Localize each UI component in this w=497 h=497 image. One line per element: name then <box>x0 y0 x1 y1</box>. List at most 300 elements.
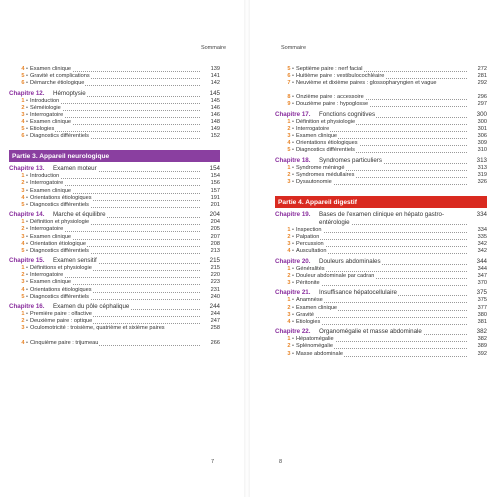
toc-list <box>275 297 487 325</box>
chapter-heading[interactable] <box>275 157 487 165</box>
bullet-icon: • <box>290 179 294 186</box>
chapter-heading[interactable] <box>9 257 220 265</box>
entry-number <box>275 172 296 179</box>
chapter-title <box>319 328 467 336</box>
entry-page: 204 <box>210 219 220 226</box>
entry-label-text: Première paire : olfactive <box>30 311 92 318</box>
bullet-icon: • <box>290 126 294 133</box>
entry-number <box>275 305 296 312</box>
entry-page: 310 <box>477 147 487 154</box>
entry-number-value: 2 <box>287 233 291 240</box>
toc-entry[interactable] <box>275 179 487 186</box>
toc-entry[interactable] <box>9 248 220 255</box>
entry-number-value: 1 <box>287 119 291 126</box>
entry-label <box>30 73 200 80</box>
bullet-icon: • <box>24 111 28 118</box>
part-banner[interactable]: Partie 3. Appareil neurologique <box>9 150 220 162</box>
entry-label-text: Définitions et physiologie <box>30 265 92 272</box>
toc-list <box>9 66 220 87</box>
entry-label-text: Examen clinique <box>30 119 72 126</box>
chapter-heading[interactable] <box>275 289 487 297</box>
entry-page: 334 <box>477 226 487 233</box>
bullet-icon: • <box>24 201 28 208</box>
toc-entry[interactable] <box>9 202 220 209</box>
toc-entry[interactable] <box>9 272 220 279</box>
toc-entry[interactable] <box>9 66 220 73</box>
bullet-icon: • <box>24 265 28 272</box>
page-number: 8 <box>279 459 283 465</box>
entry-page: 382 <box>477 336 487 343</box>
bullet-icon: • <box>24 187 28 194</box>
entry-label-text: Douleur abdominale par cadran <box>296 272 375 279</box>
toc-entry[interactable] <box>275 234 487 241</box>
toc-entry[interactable] <box>9 73 220 80</box>
entry-label <box>30 112 200 119</box>
running-head: Sommaire <box>281 45 307 51</box>
chapter-heading[interactable] <box>275 111 487 119</box>
bullet-icon: • <box>24 80 28 87</box>
toc-entry[interactable] <box>275 266 487 273</box>
bullet-icon: • <box>290 265 294 272</box>
entry-label-text: Cinquième paire : trijumeau <box>30 339 99 346</box>
entry-page: 146 <box>210 104 220 111</box>
bullet-icon: • <box>290 133 294 140</box>
entry-number <box>275 241 296 248</box>
entry-label <box>30 195 200 202</box>
entry-number <box>9 195 30 202</box>
entry-number-value: 4 <box>287 248 291 255</box>
entry-page: 146 <box>210 111 220 118</box>
toc-entry[interactable] <box>275 66 487 73</box>
entry-label-text: Examen clinique <box>296 133 338 140</box>
toc-entry[interactable] <box>9 119 220 126</box>
entry-label <box>30 279 200 286</box>
entry-number-value: 2 <box>287 304 291 311</box>
toc-entry[interactable] <box>275 165 487 172</box>
entry-label-text: Septième paire : nerf facial <box>296 66 363 72</box>
entry-number-value: 5 <box>287 66 291 72</box>
entry-page: 266 <box>210 339 220 346</box>
toc-entry[interactable] <box>9 133 220 140</box>
bullet-icon: • <box>24 272 28 279</box>
toc-entry[interactable] <box>275 336 487 343</box>
entry-label-text: Auscultation <box>296 248 327 255</box>
chapter-title <box>53 90 200 98</box>
entry-number <box>275 351 296 358</box>
toc-entry[interactable] <box>9 112 220 119</box>
chapter-title-text: Examen du pôle céphalique <box>53 303 130 311</box>
entry-page: 145 <box>210 97 220 104</box>
chapter-title-text: Syndromes particuliers <box>319 157 382 165</box>
chapter-heading[interactable] <box>275 328 487 336</box>
chapter-title <box>53 303 200 311</box>
chapter-title <box>53 211 200 219</box>
entry-page: 201 <box>210 201 220 208</box>
toc-list <box>9 219 220 254</box>
chapter-heading[interactable] <box>275 211 487 227</box>
chapter-heading[interactable] <box>9 211 220 219</box>
entry-number <box>275 133 296 140</box>
toc-entry[interactable] <box>9 265 220 272</box>
entry-label-text: Gravité et complications <box>30 73 90 80</box>
entry-number <box>9 241 30 248</box>
toc-entry[interactable] <box>9 173 220 180</box>
toc-entry[interactable] <box>9 195 220 202</box>
entry-page: 380 <box>477 311 487 318</box>
toc-entry[interactable] <box>9 188 220 195</box>
entry-label-text: Interrogatoire <box>30 111 64 118</box>
toc-entry[interactable] <box>275 319 487 326</box>
entry-number <box>275 266 296 273</box>
entry-page: 247 <box>210 318 220 325</box>
chapter-label: Chapitre 22. <box>275 328 311 336</box>
entry-label <box>296 73 467 80</box>
toc-entry[interactable] <box>275 273 487 280</box>
entry-label-text: Définition et physiologie <box>296 119 356 126</box>
entry-number-value: 5 <box>287 147 291 154</box>
entry-number <box>275 312 296 319</box>
entry-number-value: 4 <box>21 240 25 247</box>
toc-entry[interactable] <box>275 101 487 108</box>
toc-entry[interactable] <box>275 80 487 94</box>
toc-entry[interactable] <box>275 248 487 255</box>
entry-number-value: 1 <box>21 173 25 180</box>
entry-page: 335 <box>477 233 487 240</box>
bullet-icon: • <box>290 73 294 80</box>
entry-label-text: Neuvième et dixième paires : glossopharyngien et vague <box>296 80 437 87</box>
toc-entry[interactable] <box>9 340 220 347</box>
entry-label <box>296 343 467 350</box>
entry-label-text: Introduction <box>30 97 60 104</box>
entry-number <box>9 287 30 294</box>
entry-number-value: 1 <box>21 97 25 104</box>
entry-number-value: 1 <box>287 336 291 343</box>
entry-number-value: 2 <box>287 272 291 279</box>
entry-label-text: Gravité <box>296 311 315 318</box>
entry-page: 326 <box>477 179 487 186</box>
entry-number-value: 4 <box>21 119 25 126</box>
chapter-title-text: Marche et équilibre <box>53 211 106 219</box>
entry-number-value: 1 <box>21 265 25 272</box>
entry-page: 389 <box>477 343 487 350</box>
bullet-icon: • <box>24 194 28 201</box>
entry-label-text: Interrogatoire <box>30 180 64 187</box>
entry-page: 281 <box>477 73 487 80</box>
entry-number-value: 4 <box>287 140 291 147</box>
entry-page: 272 <box>477 66 487 72</box>
entry-label <box>296 101 467 108</box>
toc-entry[interactable] <box>9 279 220 286</box>
toc-list <box>9 173 220 208</box>
entry-label-text: Orientation étiologique <box>30 240 86 247</box>
bullet-icon: • <box>290 226 294 233</box>
bullet-icon: • <box>24 66 28 72</box>
entry-number-value: 2 <box>287 172 291 179</box>
toc-entry[interactable] <box>275 94 487 101</box>
toc-entry[interactable] <box>275 343 487 350</box>
chapter-label: Chapitre 14. <box>9 211 45 219</box>
entry-number-value: 1 <box>21 219 25 226</box>
entry-page: 207 <box>210 233 220 240</box>
entry-label <box>30 340 200 347</box>
entry-number-value: 3 <box>21 111 25 118</box>
bullet-icon: • <box>290 272 294 279</box>
running-head: Sommaire <box>200 45 226 51</box>
entry-label-text: Deuxième paire : optique <box>30 318 93 325</box>
toc-entry[interactable] <box>275 172 487 179</box>
entry-number-value: 3 <box>287 241 291 247</box>
chapter-page: 334 <box>476 211 487 219</box>
entry-label <box>296 297 467 304</box>
chapter-label: Chapitre 17. <box>275 111 311 119</box>
entry-number <box>9 219 30 226</box>
entry-page: 141 <box>210 73 220 80</box>
bullet-icon: • <box>290 165 294 172</box>
entry-label <box>30 287 200 294</box>
book-gutter <box>244 0 250 497</box>
entry-label <box>30 66 200 73</box>
toc-list <box>9 98 220 141</box>
chapter-heading[interactable] <box>275 258 487 266</box>
entry-label <box>30 180 200 187</box>
entry-number <box>9 272 30 279</box>
toc-entry[interactable] <box>275 126 487 133</box>
bullet-icon: • <box>290 80 294 87</box>
entry-number <box>275 94 296 101</box>
entry-label <box>296 227 467 234</box>
chapter-title-text: Fonctions cognitives <box>319 111 376 119</box>
toc-entry[interactable] <box>275 241 487 248</box>
entry-number-value: 2 <box>287 126 291 133</box>
entry-label <box>296 147 467 154</box>
entry-label-text: Anamnèse <box>296 297 323 304</box>
chapter-label: Chapitre 16. <box>9 303 45 311</box>
part-banner[interactable]: Partie 4. Appareil digestif <box>275 196 487 208</box>
chapter-title-text: Hémoptysie <box>53 89 86 97</box>
bullet-icon: • <box>24 293 28 300</box>
chapter-page: 154 <box>209 165 220 173</box>
entry-number <box>275 336 296 343</box>
toc-entry[interactable] <box>275 280 487 287</box>
entry-label <box>296 165 467 172</box>
entry-page: 319 <box>477 172 487 179</box>
entry-page: 156 <box>210 180 220 187</box>
chapter-page: 300 <box>476 111 487 119</box>
entry-number <box>275 147 296 154</box>
bullet-icon: • <box>290 279 294 286</box>
toc-entry[interactable] <box>9 325 220 339</box>
right-page <box>253 0 493 497</box>
bullet-icon: • <box>24 104 28 111</box>
chapter-heading[interactable] <box>9 303 220 311</box>
entry-number-value: 3 <box>21 325 25 332</box>
entry-label-text: Splénomégalie <box>296 343 334 350</box>
toc-list <box>9 265 220 300</box>
entry-label <box>30 272 200 279</box>
chapter-title <box>53 257 200 265</box>
entry-label <box>296 312 467 319</box>
entry-label <box>296 280 467 287</box>
toc-entry[interactable] <box>275 305 487 312</box>
toc-entry[interactable] <box>9 98 220 105</box>
entry-page: 215 <box>210 265 220 272</box>
toc-entry[interactable] <box>9 126 220 133</box>
toc-entry[interactable] <box>9 287 220 294</box>
entry-label <box>30 133 200 140</box>
chapter-label: Chapitre 18. <box>275 157 311 165</box>
entry-page: 142 <box>210 80 220 87</box>
entry-label-text: Interrogatoire <box>30 272 64 279</box>
bullet-icon: • <box>290 233 294 240</box>
entry-number-value: 6 <box>287 73 291 80</box>
entry-number-value: 3 <box>287 311 291 318</box>
toc-entry[interactable] <box>275 119 487 126</box>
entry-page: 300 <box>477 119 487 126</box>
entry-page: 148 <box>210 119 220 126</box>
toc-entry[interactable] <box>9 105 220 112</box>
toc-left <box>9 66 220 347</box>
toc-entry[interactable] <box>275 140 487 147</box>
entry-label-text: Péritonite <box>296 279 320 286</box>
entry-number-value: 7 <box>287 80 291 87</box>
entry-number-value: 6 <box>21 133 25 140</box>
bullet-icon: • <box>24 226 28 233</box>
entry-number <box>9 66 30 73</box>
bullet-icon: • <box>24 318 28 325</box>
entry-number <box>9 80 30 87</box>
chapter-title-text: Insuffisance hépatocellulaire <box>319 289 397 297</box>
toc-entry[interactable] <box>275 227 487 234</box>
entry-number <box>9 133 30 140</box>
chapter-title <box>319 258 467 266</box>
entry-number <box>275 140 296 147</box>
toc-entry[interactable] <box>275 297 487 304</box>
entry-label-text: Introduction <box>30 173 60 180</box>
entry-label <box>296 305 467 312</box>
entry-label <box>296 119 467 126</box>
chapter-title-text: Douleurs abdominales <box>319 257 381 265</box>
bullet-icon: • <box>290 241 294 247</box>
entry-label-text: Démarche étiologique <box>30 80 85 87</box>
entry-label-text: Oculomotricité : troisième, quatrième et sixième paires <box>30 325 165 332</box>
entry-number-value: 1 <box>287 297 291 304</box>
entry-number <box>9 112 30 119</box>
entry-label <box>296 351 467 358</box>
entry-page: 313 <box>477 165 487 172</box>
entry-label <box>296 80 467 87</box>
bullet-icon: • <box>290 66 294 72</box>
toc-entry[interactable] <box>9 294 220 301</box>
entry-label <box>30 248 200 255</box>
chapter-heading[interactable] <box>9 90 220 98</box>
toc-entry[interactable] <box>275 133 487 140</box>
chapter-page: 215 <box>209 257 220 265</box>
entry-label-text: Hépatomégalie <box>296 336 334 343</box>
toc-entry[interactable] <box>275 312 487 319</box>
bullet-icon: • <box>24 233 28 240</box>
entry-number <box>275 126 296 133</box>
entry-number-value: 4 <box>21 339 25 346</box>
toc-entry[interactable] <box>275 351 487 358</box>
entry-number <box>9 188 30 195</box>
entry-label <box>30 105 200 112</box>
chapter-title-text: Organomégalie et masse abdominale <box>319 328 422 336</box>
toc-list <box>275 119 487 154</box>
bullet-icon: • <box>24 219 28 226</box>
entry-number <box>275 66 296 73</box>
toc-list <box>9 311 220 346</box>
entry-number-value: 1 <box>287 226 291 233</box>
toc-entry[interactable] <box>9 241 220 248</box>
entry-label-text: Étiologies <box>296 318 321 325</box>
entry-number-value: 3 <box>287 350 291 357</box>
entry-label <box>296 172 467 179</box>
toc-entry[interactable] <box>9 311 220 318</box>
entry-page: 220 <box>210 272 220 279</box>
bullet-icon: • <box>290 119 294 126</box>
entry-label-text: Orientations étiologiques <box>296 140 358 147</box>
entry-label-text: Interrogatoire <box>30 226 64 233</box>
chapter-label: Chapitre 13. <box>9 165 45 173</box>
entry-label <box>30 98 200 105</box>
toc-entry[interactable] <box>9 219 220 226</box>
toc-entry[interactable] <box>275 147 487 154</box>
entry-label-text: Orientations étiologiques <box>30 194 92 201</box>
toc-entry[interactable] <box>9 226 220 233</box>
entry-label <box>30 294 200 301</box>
entry-page: 208 <box>210 240 220 247</box>
entry-number-value: 5 <box>21 126 25 133</box>
bullet-icon: • <box>290 350 294 357</box>
entry-number <box>275 179 296 186</box>
entry-number-value: 2 <box>21 226 25 233</box>
chapter-title-text: Examen sensitif <box>53 257 97 265</box>
entry-number-value: 2 <box>287 343 291 350</box>
entry-number-value: 1 <box>287 165 291 172</box>
entry-number <box>9 325 30 332</box>
toc-entry[interactable] <box>9 318 220 325</box>
toc-entry[interactable] <box>275 73 487 80</box>
toc-entry[interactable] <box>9 180 220 187</box>
toc-entry[interactable] <box>9 234 220 241</box>
entry-label <box>30 234 200 241</box>
chapter-label: Chapitre 19. <box>275 211 311 219</box>
entry-number <box>275 73 296 80</box>
entry-page: 392 <box>477 350 487 357</box>
entry-number <box>9 105 30 112</box>
bullet-icon: • <box>24 119 28 126</box>
entry-number-value: 4 <box>21 66 25 72</box>
entry-label-text: Examen clinique <box>30 279 72 286</box>
entry-number <box>9 311 30 318</box>
entry-label <box>30 325 200 332</box>
entry-label <box>296 248 467 255</box>
toc-entry[interactable] <box>9 80 220 87</box>
bullet-icon: • <box>24 279 28 286</box>
entry-label <box>30 311 200 318</box>
bullet-icon: • <box>24 133 28 140</box>
bullet-icon: • <box>290 311 294 318</box>
chapter-heading[interactable] <box>9 165 220 173</box>
entry-label <box>296 179 467 186</box>
entry-label <box>30 318 200 325</box>
entry-page: 258 <box>210 325 220 332</box>
entry-label <box>296 94 467 101</box>
entry-number <box>9 234 30 241</box>
entry-page: 149 <box>210 126 220 133</box>
entry-label-text: Orientations étiologiques <box>30 286 92 293</box>
bullet-icon: • <box>290 147 294 154</box>
